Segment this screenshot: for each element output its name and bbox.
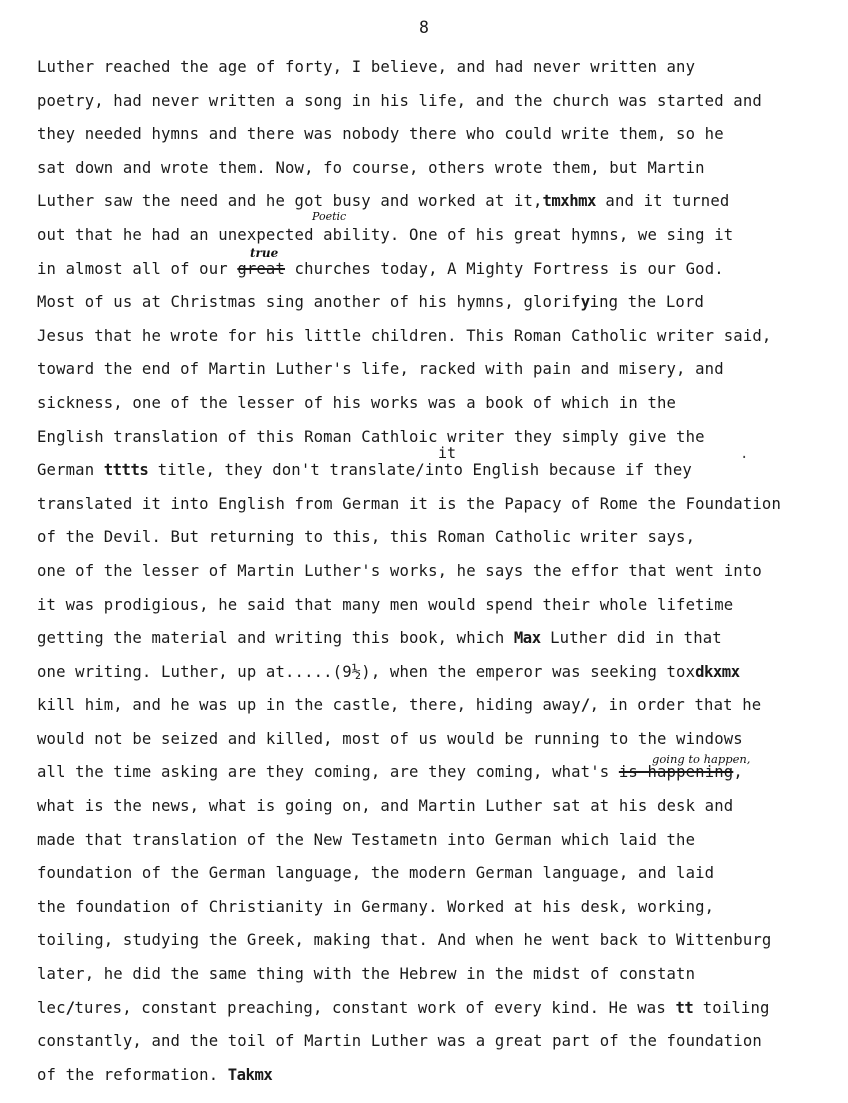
text-line [37, 257, 837, 291]
text-line: constantly, and the toil of Martin Luther was a great part of the foundation [37, 1032, 762, 1051]
typed-overstrike: / [580, 696, 590, 715]
line-text: all the time asking are they coming, are they coming, what's [37, 763, 610, 782]
text-line: one of the lesser of Martin Luther's works, he says the effor that went into [37, 561, 762, 580]
line-text: in almost all of our [37, 259, 228, 278]
line-text: churches today, A Mighty Fortress is our God. [285, 259, 724, 278]
text-line [37, 660, 837, 694]
text-line: sat down and wrote them. Now, fo course, others wrote them, but Martin [37, 158, 705, 177]
page-number: 8 [419, 18, 429, 37]
text-line: sickness, one of the lesser of his works was a book of which in the [37, 393, 677, 412]
line-text: Luther saw the need and he got busy and worked at it, [37, 192, 543, 211]
line-text: of the reformation. [37, 1065, 219, 1084]
line-text: getting the material and writing this book, which [37, 629, 505, 648]
text-line: they needed hymns and there was nobody there who could write them, so he [37, 125, 724, 144]
line-text: Most of us at Christmas sing another of his hymns, glorif [37, 293, 581, 312]
handwritten-insert-going-to-happen: going to happen, [652, 752, 751, 766]
text-line [37, 996, 837, 1030]
typed-overstrike: y [580, 293, 590, 312]
text-line: out that he had an unexpected ability. One of his great hymns, we sing it [37, 225, 734, 244]
typed-overstrike: Takmx [227, 1065, 273, 1084]
text-line [37, 626, 837, 660]
handwritten-insert-poetic: Poetic [312, 210, 347, 223]
text-line: translated it into English from German it is the Papacy of Rome the Foundation [37, 494, 781, 513]
text-line [37, 290, 837, 324]
body-text [37, 55, 837, 1096]
text-line: of the Devil. But returning to this, this Roman Catholic writer says, [37, 528, 696, 547]
text-line [37, 189, 837, 223]
text-line: toward the end of Martin Luther's life, racked with pain and misery, and [37, 360, 724, 379]
text-line [37, 458, 837, 492]
line-text: , in order that he [589, 696, 762, 715]
text-line: foundation of the German language, the modern German language, and laid [37, 864, 715, 883]
line-text: title, they don't translate/into English because if they [148, 461, 692, 480]
text-line: it was prodigious, he said that many men would spend their whole lifetime [37, 595, 734, 614]
text-line: toiling, studying the Greek, making that. And when he went back to Wittenburg [37, 931, 772, 950]
line-text: one writing. Luther, up at.....(9½), when the emperor was seeking tox [37, 662, 696, 681]
text-line: English translation of this Roman Cathloic writer they simply give the [37, 427, 705, 446]
text-line: poetry, had never written a song in his life, and the church was started and [37, 91, 762, 110]
margin-dot: · [740, 450, 749, 466]
text-line [37, 1063, 837, 1097]
line-text: ing the Lord [589, 293, 705, 312]
typed-overstrike: dkxmx [695, 662, 740, 681]
typed-overstrike: tmxhmx [542, 192, 596, 211]
line-text: tures, constant preaching, constant work of every kind. He was [74, 998, 676, 1017]
text-line: made that translation of the New Testametn into German which laid the [37, 830, 696, 849]
typed-overstrike: tt [675, 998, 694, 1017]
typed-overstrike: / [65, 998, 75, 1017]
struck-word: great [237, 259, 286, 278]
typed-overstrike: Max [513, 629, 541, 648]
line-text: lec [37, 998, 66, 1017]
struck-phrase: is happening [618, 763, 734, 782]
text-line: Jesus that he wrote for his little children. This Roman Catholic writer said, [37, 326, 772, 345]
line-text: toiling [693, 998, 770, 1017]
text-line [37, 693, 837, 727]
text-line: later, he did the same thing with the Hebrew in the midst of constatn [37, 965, 696, 984]
typed-insert-it: it [438, 444, 457, 462]
line-text: kill him, and he was up in the castle, there, hiding away [37, 696, 581, 715]
line-text: and it turned [595, 192, 730, 211]
line-text: German [37, 461, 95, 480]
line-text: , [733, 763, 743, 782]
text-line: Luther reached the age of forty, I believe, and had never written any [37, 58, 696, 76]
line-text: Luther did in that [540, 629, 722, 648]
text-line: would not be seized and killed, most of us would be running to the windows [37, 729, 743, 748]
text-line [37, 760, 837, 794]
text-line: what is the news, what is going on, and Martin Luther sat at his desk and [37, 797, 734, 816]
typed-overstrike: tttts [103, 461, 149, 480]
text-line: the foundation of Christianity in Germany. Worked at his desk, working, [37, 897, 715, 916]
handwritten-insert-true: true [250, 246, 279, 260]
